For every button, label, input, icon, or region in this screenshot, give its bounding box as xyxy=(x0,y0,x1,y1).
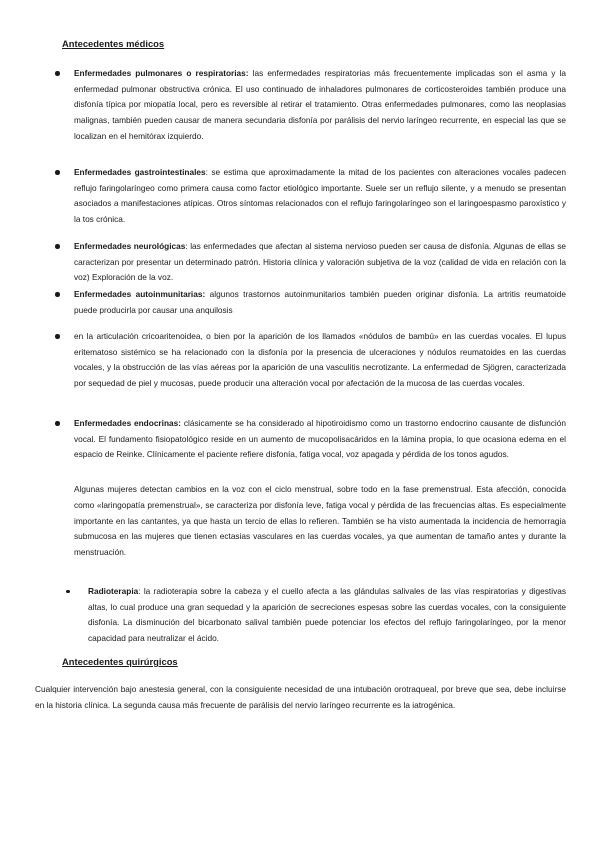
item-term: Enfermedades endocrinas: xyxy=(74,418,182,428)
bullet-icon xyxy=(55,421,60,426)
list-item-text xyxy=(74,239,566,286)
item-description: : se estima que aproximadamente la mitad de los pacientes con alteraciones vocales padecen reflujo faringolaríngeo como primera causa como factor etiológico importante. Suele ser un reflujo silente, y a menudo se presentan asociados a manifestaciones atípicas. Otros síntomas relacionados con el reflujo faringolaríngeo son el laringoespasmo paroxístico y la tos crónica. xyxy=(74,167,566,225)
list-item-text xyxy=(74,287,566,318)
bullet-icon xyxy=(66,590,70,594)
list-item-neurological xyxy=(74,239,566,286)
bullet-icon xyxy=(55,71,60,76)
item-description: clásicamente se ha considerado al hipotiroidismo como un trastorno endocrino causante de disfunción vocal. El fundamento fisiopatológico reside en un aumento de mucopolisacáridos en la lámina propia, lo que ocasiona edema en el espacio de Reinke. Clínicamente el paciente refiere disfonía, fatiga vocal, voz apagada y pérdida de los tonos agudos. xyxy=(74,418,566,460)
list-item-text xyxy=(74,416,566,463)
list-item-endocrine xyxy=(74,416,566,561)
list-item-text xyxy=(88,584,566,647)
item-term: Enfermedades gastrointestinales xyxy=(74,167,206,177)
medical-history-heading: Antecedentes médicos xyxy=(62,38,165,49)
list-item-autoimmune-continued xyxy=(74,329,566,392)
item-description: : la radioterapia sobre la cabeza y el cuello afecta a las glándulas salivales de las vías respiratorias y digestivas altas, lo cual produce una gran sequedad y la aparición de secreciones espesas sobre las cuerdas vocales, con la consiguiente disfonía. La disminución del bicarbonato salival también puede potenciar los efectos del reflujo faringolaríngeo, por la menor capacidad para neutralizar el ácido. xyxy=(88,586,566,644)
surgical-history-paragraph: Cualquier intervención bajo anestesia general, con la consiguiente necesidad de una intubación orotraqueal, por breve que sea, debe incluirse en la historia clínica. La segunda causa más frecuente de parálisis del nervio laríngeo recurrente es la iatrogénica. xyxy=(35,684,566,710)
list-item-text xyxy=(74,165,566,228)
bullet-icon xyxy=(55,244,60,249)
item-term: Enfermedades autoinmunitarias: xyxy=(74,289,206,299)
bullet-icon xyxy=(55,292,60,297)
list-item-text xyxy=(74,329,566,392)
list-item-text xyxy=(74,66,566,145)
item-term: Enfermedades pulmonares o respiratorias: xyxy=(74,68,249,78)
list-item-autoimmune xyxy=(74,287,566,318)
item-description: algunos trastornos autoinmunitarios también pueden originar disfonía. La artritis reumatoide puede producirla por causar una anquilosis xyxy=(74,289,566,315)
item-term: Enfermedades neurológicas xyxy=(74,241,186,251)
bullet-icon xyxy=(55,334,60,339)
surgical-history-heading: Antecedentes quirúrgicos xyxy=(62,656,178,667)
list-item-pulmonary xyxy=(74,66,566,145)
bullet-icon xyxy=(55,170,60,175)
item-description: en la articulación cricoaritenoidea, o bien por la aparición de los llamados «nódulos de bambú» en las cuerdas vocales. El lupus eritematoso sistémico se ha relacionado con la disfonía por la presencia de ulceraciones y nódulos reumatoides en las cuerdas vocales, y la obstrucción de las vías aéreas por la aparición de una vasculitis necrotizante. La enfermedad de Sjögren, caracterizada por sequedad de piel y mucosas, puede producir una alteración vocal por afectación de la mucosa de las cuerdas vocales. xyxy=(74,331,566,389)
item-term: Radioterapia xyxy=(88,586,139,596)
item-description: las enfermedades respiratorias más frecuentemente implicadas son el asma y la enfermedad pulmonar obstructiva crónica. El uso continuado de inhaladores pulmonares de corticosteroides también produce una disfonía típica por miopatía local, pero es reversible al retirar el tratamiento. Otras enfermedades pulmonares, como las neoplasias malignas, también pueden causar de manera secundaria disfonía por parálisis del nervio laríngeo recurrente, en especial las que se localizan en el hemitórax izquierdo. xyxy=(74,68,566,141)
item-extra-paragraph: Algunas mujeres detectan cambios en la voz con el ciclo menstrual, sobre todo en la fase premenstrual. Esta afección, conocida como «laringopatía premenstrual», se caracteriza por disfonía leve, fatiga vocal y pérdida de las frecuencias altas. Es especialmente importante en las cantantes, ya que hasta un tercio de ellas lo refieren. También se ha visto aumentada la incidencia de hemorragia submucosa en las mujeres que tienen ectasias vasculares en las cuerdas vocales, ya que aumentan de tamaño antes y durante la menstruación. xyxy=(74,484,566,557)
list-item-radiotherapy xyxy=(88,584,566,647)
list-item-gastrointestinal xyxy=(74,165,566,228)
item-description: : las enfermedades que afectan al sistema nervioso pueden ser causa de disfonía. Algunas de ellas se caracterizan por presentar un determinado patrón. Historia clínica y valoración subjetiva de la voz (calidad de vida en relación con la voz) Exploración de la voz. xyxy=(74,241,566,283)
